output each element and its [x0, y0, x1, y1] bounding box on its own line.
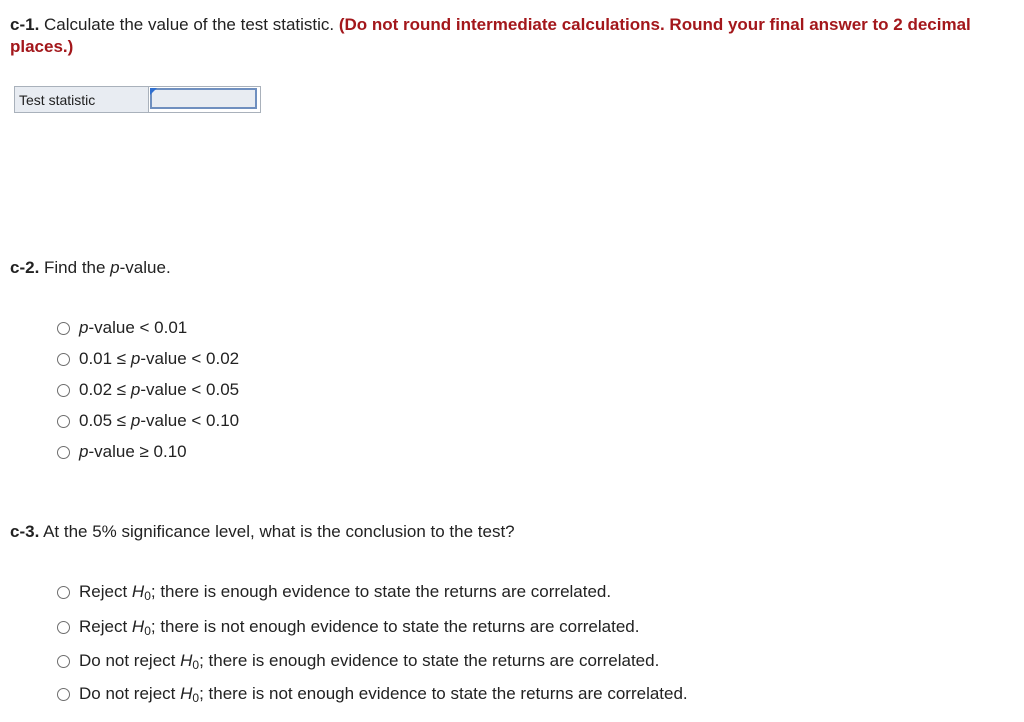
question-c3-text: At the 5% significance level, what is the conclusion to the test? — [39, 522, 515, 541]
radio-button[interactable] — [57, 688, 70, 701]
option-text: 0.05 ≤ p-value < 0.10 — [79, 411, 240, 430]
radio-button[interactable] — [57, 415, 70, 428]
option-text: Do not reject $H_0$; there is enough evidence to state the returns are correlated. — [79, 651, 660, 672]
option-text: p-value < 0.01 — [79, 318, 188, 337]
question-c3-label: c-3. — [10, 522, 40, 541]
question-c2 — [10, 257, 171, 279]
question-c1-instruction: (Do not round intermediate calculations. Round your final answer to 2 decimal places.) — [10, 15, 971, 56]
option-text: 0.02 ≤ p-value < 0.05 — [79, 380, 240, 399]
conclusion-option-4[interactable] — [57, 684, 688, 705]
pvalue-option-5[interactable] — [57, 442, 187, 462]
radio-button[interactable] — [57, 322, 70, 335]
question-c1-text: Calculate the value of the test statistic. — [39, 15, 339, 34]
question-c1-label: c-1. — [10, 15, 40, 34]
conclusion-option-1[interactable] — [57, 582, 611, 603]
test-statistic-label: Test statistic — [15, 87, 149, 113]
conclusion-option-3[interactable] — [57, 651, 659, 672]
option-text: p-value ≥ 0.10 — [79, 442, 187, 461]
question-c3 — [10, 521, 515, 543]
radio-button[interactable] — [57, 446, 70, 459]
option-text: 0.01 ≤ p-value < 0.02 — [79, 349, 240, 368]
question-c2-text-after: -value. — [119, 258, 171, 277]
question-c2-p: p — [110, 258, 120, 277]
radio-button[interactable] — [57, 353, 70, 366]
radio-button[interactable] — [57, 655, 70, 668]
pvalue-option-3[interactable] — [57, 380, 239, 400]
question-c1 — [10, 14, 1018, 58]
question-c2-text-before: Find the — [39, 258, 111, 277]
question-c2-label: c-2. — [10, 258, 40, 277]
conclusion-option-2[interactable] — [57, 617, 639, 638]
input-flag-icon — [150, 88, 157, 95]
option-text: Reject $H_0$; there is enough evidence to state the returns are correlated. — [79, 582, 612, 603]
pvalue-option-2[interactable] — [57, 349, 239, 369]
test-statistic-table — [14, 86, 261, 113]
radio-button[interactable] — [57, 621, 70, 634]
radio-button[interactable] — [57, 586, 70, 599]
option-text: Reject $H_0$; there is not enough evidence to state the returns are correlated. — [79, 617, 640, 638]
radio-button[interactable] — [57, 384, 70, 397]
option-text: Do not reject $H_0$; there is not enough evidence to state the returns are correlated. — [79, 684, 688, 705]
pvalue-option-4[interactable] — [57, 411, 239, 431]
test-statistic-cell — [149, 87, 261, 113]
test-statistic-input[interactable] — [150, 88, 257, 109]
pvalue-option-1[interactable] — [57, 318, 187, 338]
